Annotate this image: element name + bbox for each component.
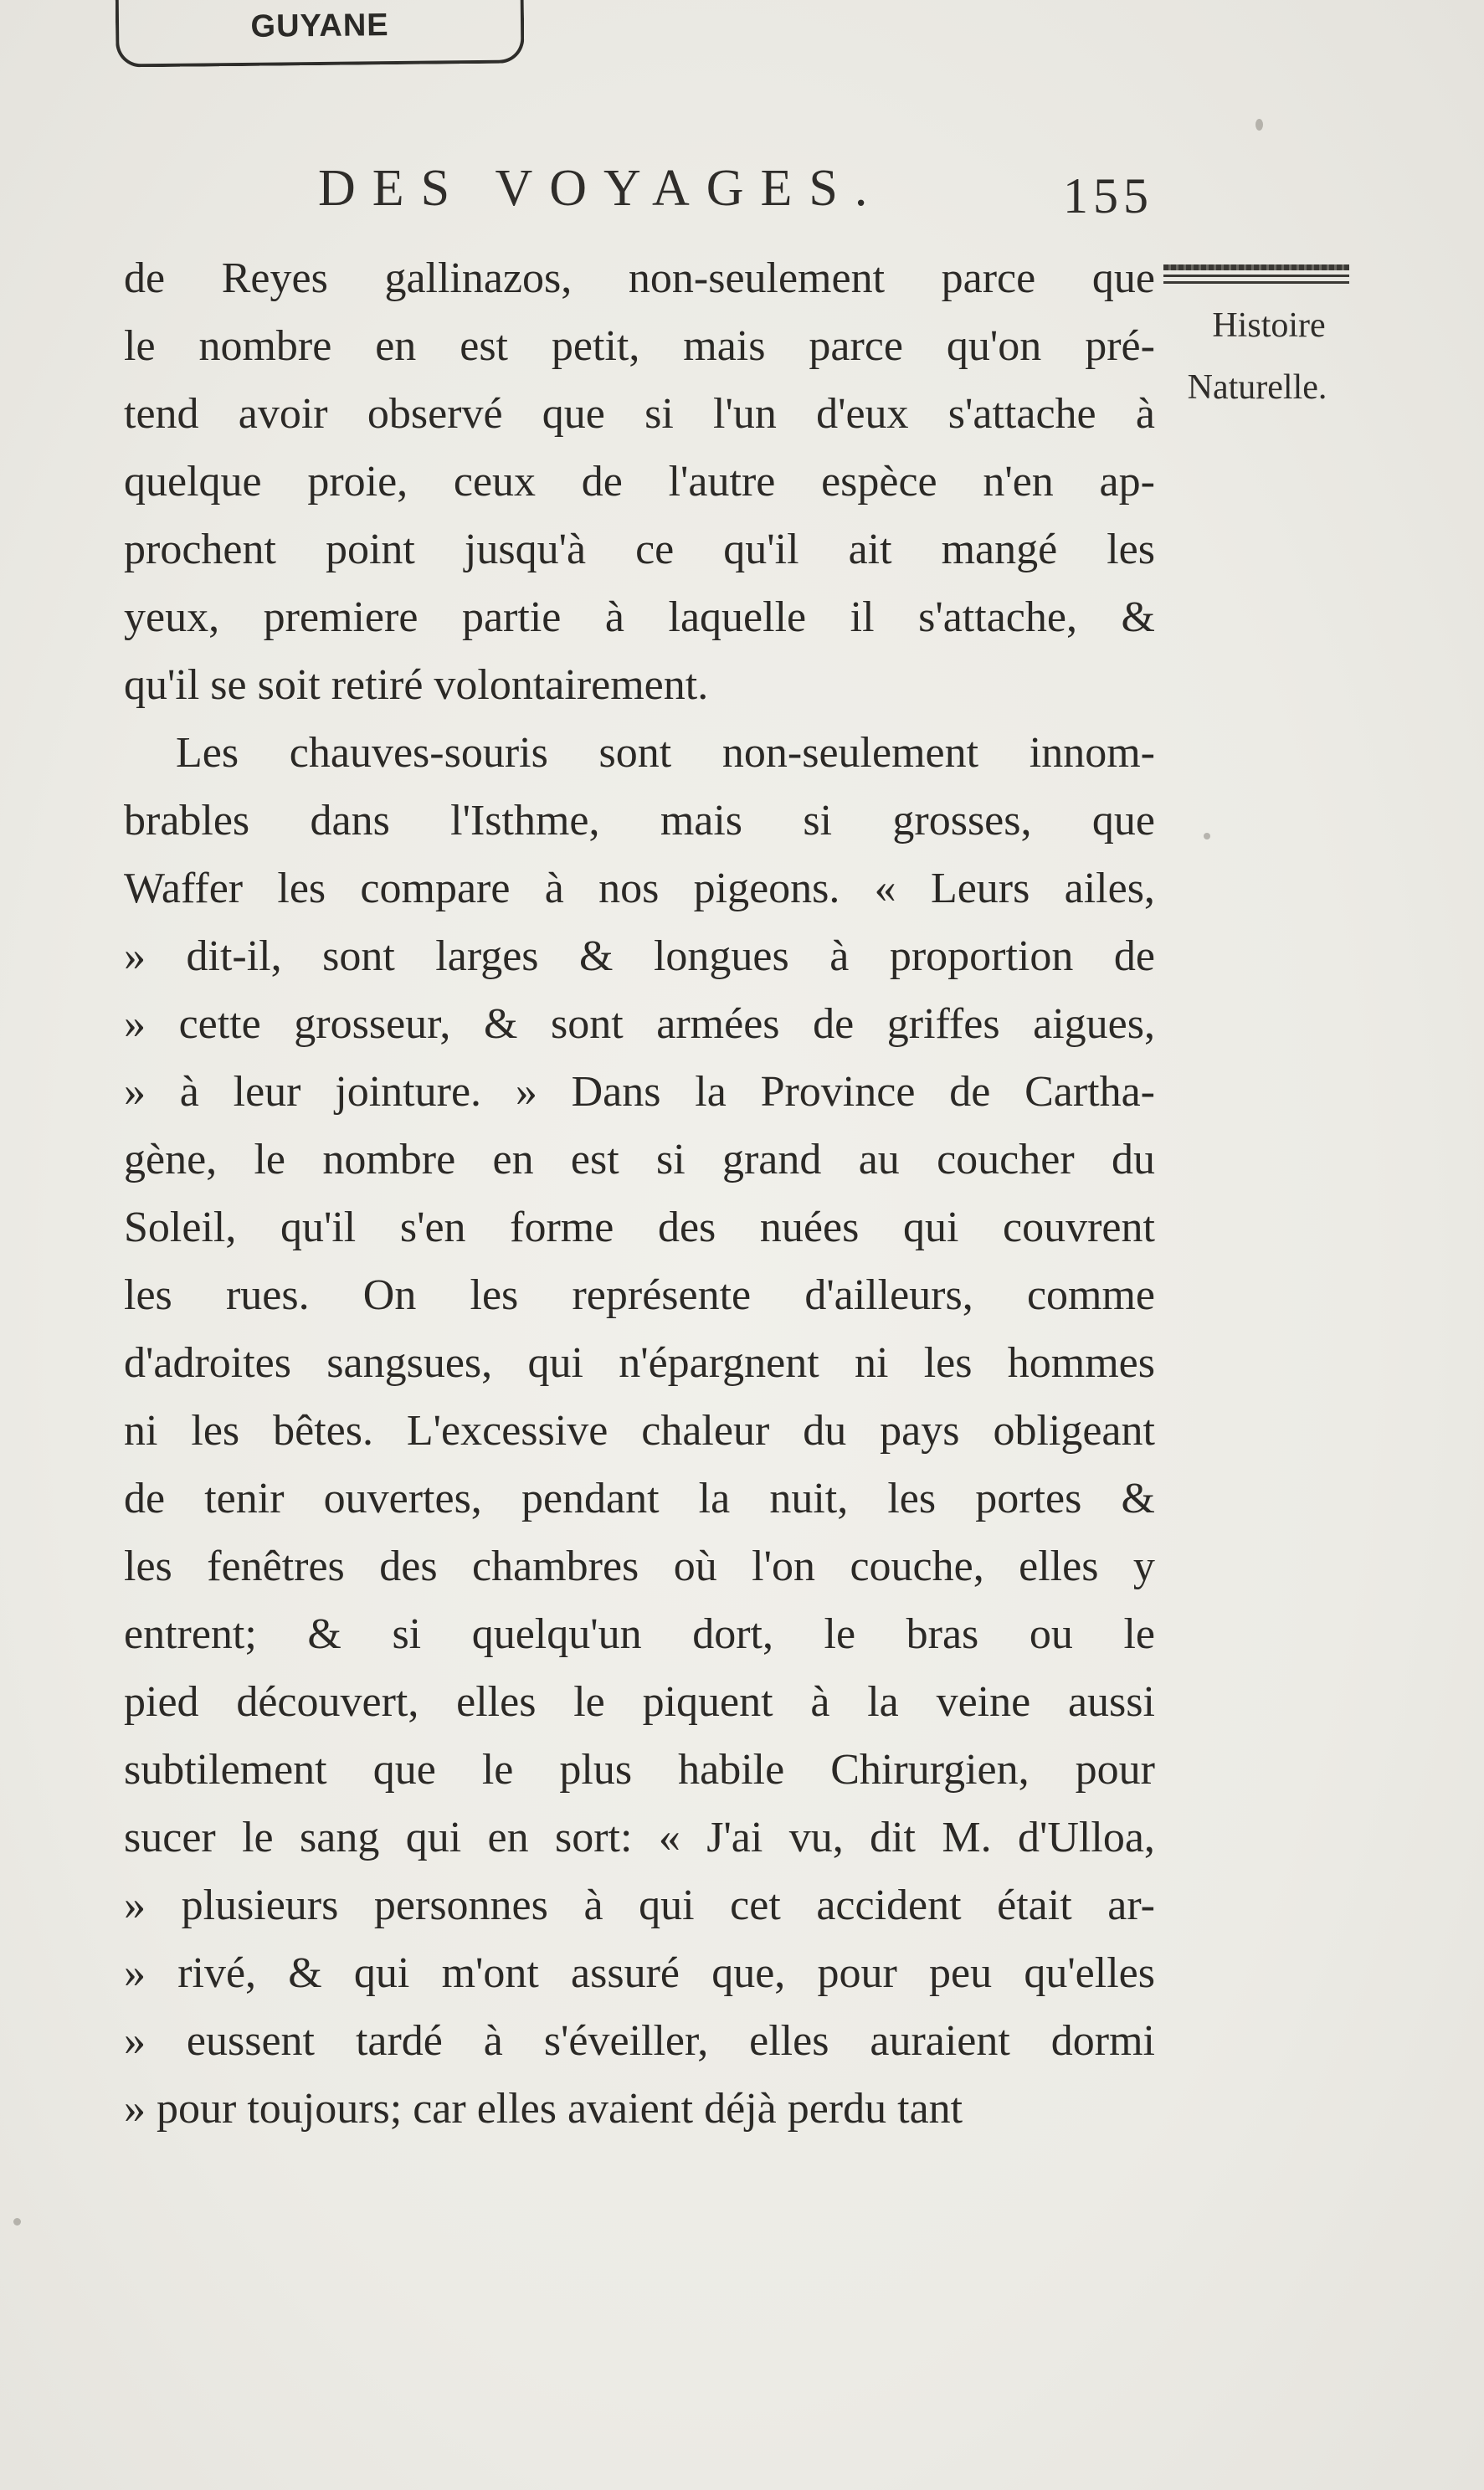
text-line: de tenir ouvertes, pendant la nuit, les portes & [124,1475,1155,1522]
stamp-text: GUYANE [250,8,389,44]
text-line: » rivé, & qui m'ont assuré que, pour peu qu'elles [124,1949,1155,1997]
text-line: ni les bêtes. L'excessive chaleur du pays obligeant [124,1407,1155,1455]
paper-speck [1204,833,1210,839]
text-line: les rues. On les représente d'ailleurs, comme [124,1271,1155,1319]
text-line: Soleil, qu'il s'en forme des nuées qui couvrent [124,1204,1155,1251]
text-line: subtilement que le plus habile Chirurgien, pour [124,1746,1155,1794]
text-line: » dit-il, sont larges & longues à proportion de [124,932,1155,980]
text-line: brables dans l'Isthme, mais si grosses, que [124,797,1155,845]
text-line: le nombre en est petit, mais parce qu'on pré- [124,322,1155,370]
text-line: Les chauves-souris sont non-seulement innom- [176,729,1155,777]
body-text [124,244,1155,2143]
page-number: 155 [1063,168,1153,223]
text-line: quelque proie, ceux de l'autre espèce n'en ap- [124,458,1155,506]
running-head: DES VOYAGES. [318,160,885,217]
text-line: » cette grosseur, & sont armées de griffes aigues, [124,1000,1155,1048]
margin-note-line: Histoire [1212,306,1326,345]
margin-note-line: Naturelle. [1187,368,1327,407]
margin-note [1157,295,1358,418]
text-line: de Reyes gallinazos, non-seulement parce que [124,254,1155,302]
text-line: entrent; & si quelqu'un dort, le bras ou le [124,1610,1155,1658]
text-line: les fenêtres des chambres où l'on couche, elles y [124,1543,1155,1590]
text-line: sucer le sang qui en sort: « J'ai vu, dit M. d'Ulloa, [124,1814,1155,1861]
text-line: gène, le nombre en est si grand au coucher du [124,1136,1155,1183]
library-stamp [115,0,524,68]
text-line: Waffer les compare à nos pigeons. « Leurs ailes, [124,865,1155,912]
text-line: » eussent tardé à s'éveiller, elles auraient dormi [124,2017,1155,2065]
text-line: yeux, premiere partie à laquelle il s'attache, & [124,593,1155,641]
margin-rule-ornament [1163,264,1349,285]
text-line: » à leur jointure. » Dans la Province de Cartha- [124,1068,1155,1116]
paper-speck [13,2218,21,2226]
text-line: » pour toujours; car elles avaient déjà perdu tant [124,2085,963,2133]
text-line: tend avoir observé que si l'un d'eux s'attache à [124,390,1155,438]
text-line: pied découvert, elles le piquent à la veine aussi [124,1678,1155,1726]
text-line: qu'il se soit retiré volontairement. [124,661,709,709]
text-line: prochent point jusqu'à ce qu'il ait mangé les [124,526,1155,573]
text-line: d'adroites sangsues, qui n'épargnent ni les hommes [124,1339,1155,1387]
paper-speck [1255,119,1263,131]
text-line: » plusieurs personnes à qui cet accident était ar- [124,1882,1155,1929]
